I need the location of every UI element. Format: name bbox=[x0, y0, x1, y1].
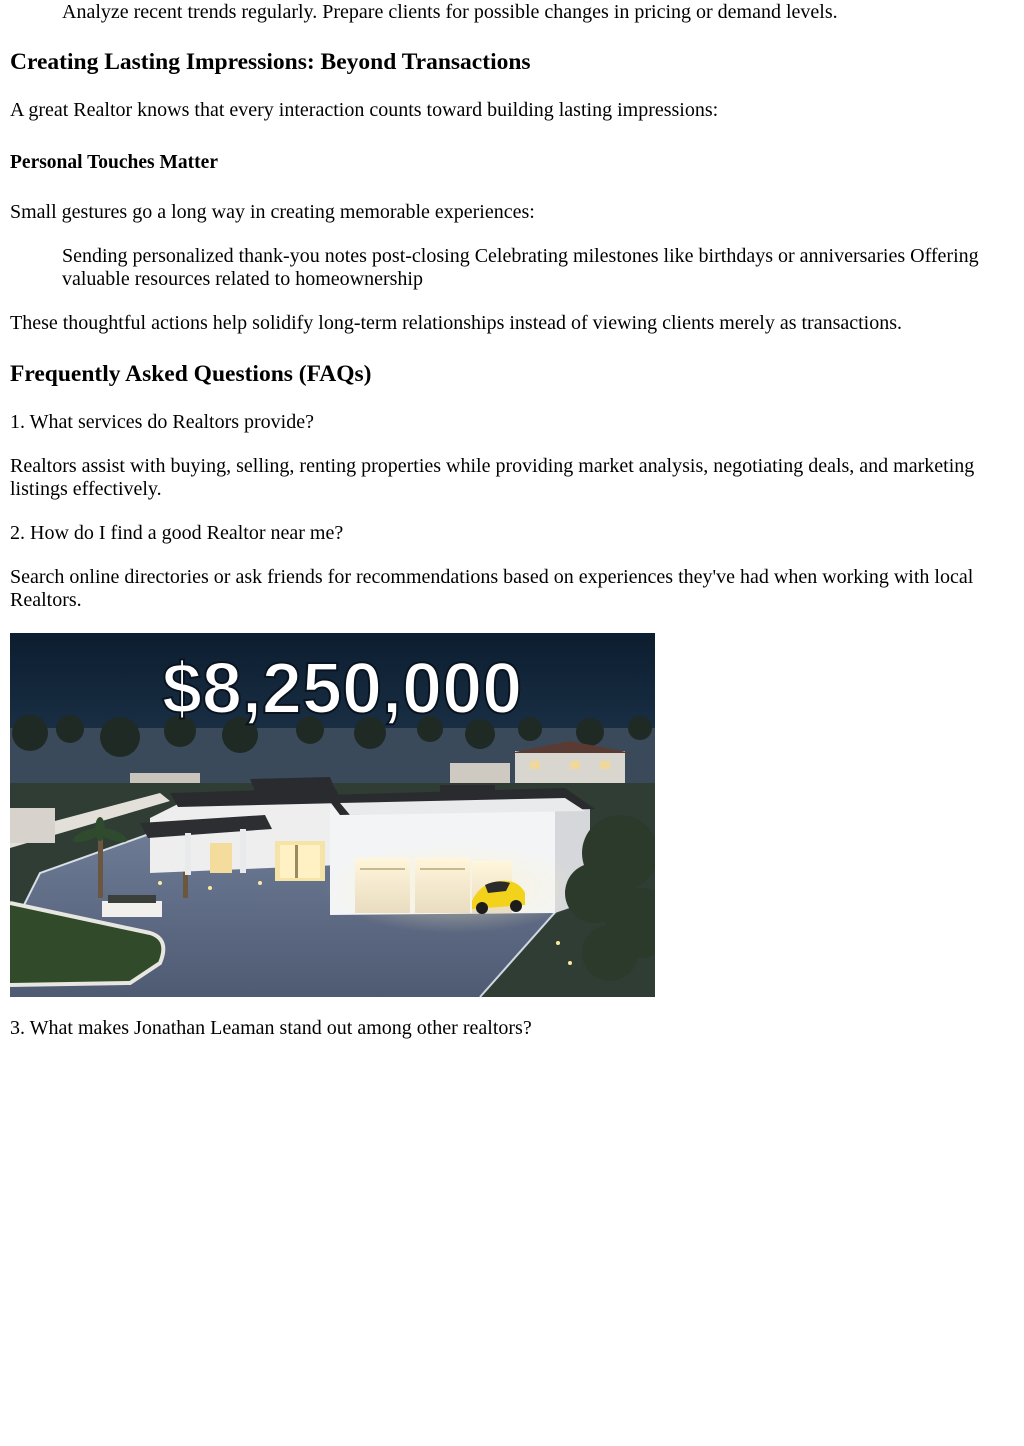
price-overlay-text: $8,250,000 bbox=[161, 649, 523, 729]
faq-answer-1: Realtors assist with buying, selling, renting properties while providing market analysis, negotiating deals, and marketing listings effectively. bbox=[10, 455, 975, 500]
personal-intro-paragraph: Small gestures go a long way in creating memorable experiences: bbox=[10, 201, 535, 223]
personal-touches-heading: Personal Touches Matter bbox=[10, 152, 218, 173]
relationships-paragraph: These thoughtful actions help solidify long-term relationships instead of viewing clients merely as transactions. bbox=[10, 312, 903, 334]
gestures-list: Sending personalized thank-you notes post-closing Celebrating milestones like birthdays or anniversaries Offering valuable resources related to homeownership bbox=[62, 245, 979, 290]
luxury-home-photo bbox=[10, 633, 655, 997]
trend-note: Analyze recent trends regularly. Prepare clients for possible changes in pricing or demand levels. bbox=[62, 1, 838, 23]
faq-answer-2: Search online directories or ask friends for recommendations based on experiences they've had when working with local Realtors. bbox=[10, 566, 974, 611]
faq-heading: Frequently Asked Questions (FAQs) bbox=[10, 361, 372, 387]
lasting-intro-paragraph: A great Realtor knows that every interaction counts toward building lasting impressions: bbox=[10, 99, 719, 121]
faq-question-1: 1. What services do Realtors provide? bbox=[10, 411, 314, 433]
faq-question-3: 3. What makes Jonathan Leaman stand out among other realtors? bbox=[10, 1017, 532, 1039]
lasting-impressions-heading: Creating Lasting Impressions: Beyond Transactions bbox=[10, 49, 531, 75]
faq-question-2: 2. How do I find a good Realtor near me? bbox=[10, 522, 344, 544]
